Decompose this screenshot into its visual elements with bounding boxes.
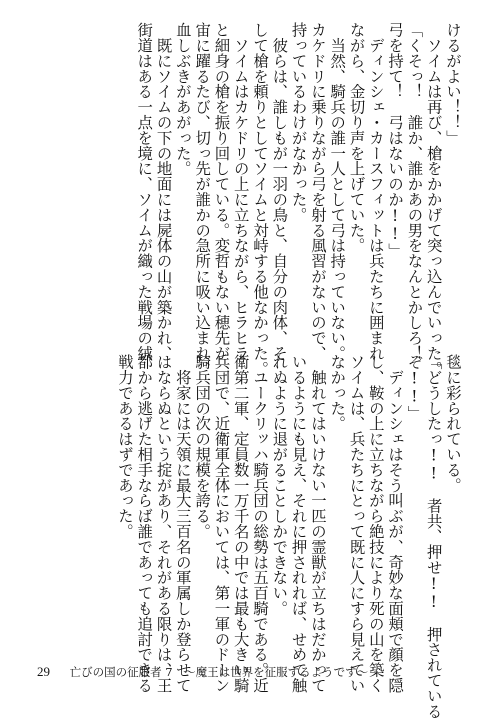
lower-text-line: 戦力であるはずであった。 xyxy=(115,354,134,539)
upper-text-line: ソイムはカケドリの上に立ちながら、ヒラヒラ xyxy=(231,22,250,361)
upper-text-line: カケドリに乗りながら弓を射る風習がないので、 xyxy=(308,22,327,361)
lower-text-line: いるようにも見え、それに押されれば、せめて触 xyxy=(289,354,308,693)
lower-text-line: 騎兵団の次の規模を誇る。 xyxy=(193,354,212,539)
lower-text-line: 毯に彩られている。 xyxy=(444,354,462,493)
lower-text-line: 兵団で、近衛軍全体においては、第一軍のドーン xyxy=(212,354,231,693)
lower-text-line: 「どうしたっ!! 者共、押せ!! 押されている xyxy=(424,354,443,719)
lower-text-line: 触れてはいけない一匹の霊獣が立ちはだかって xyxy=(308,354,327,693)
upper-text-line: 持っているわけがなかった。 xyxy=(289,22,308,223)
upper-text-line: 既にソイムの下の地面には屍体の山が築かれ、 xyxy=(154,22,173,361)
lower-text-line: 将家には天領に最大三百名の軍属しか登らせて xyxy=(173,354,192,693)
text-block-upper xyxy=(134,22,462,377)
lower-text-line: れぬように退がることしかできない。 xyxy=(270,354,289,616)
lower-text-line: ユークリッハ騎兵団の総勢は五百騎である。近 xyxy=(251,354,270,693)
page-footer xyxy=(37,664,477,680)
upper-text-line: 宙に躍るたび、切っ先が誰かの急所に吸い込まれ、 xyxy=(193,22,212,377)
lower-text-line: なかった。 xyxy=(328,354,347,431)
upper-text-line: して槍を頼りとしてソイムと対峙する他なかった。 xyxy=(251,22,270,377)
upper-text-line: けるがよい！！」 xyxy=(444,22,462,146)
lower-text-line: ぞ!!」 xyxy=(405,354,424,421)
lower-text-line: 衛第二軍、定員数一万千名の中では最も大きい騎 xyxy=(231,354,250,693)
lower-text-line: 都から逃げた相手ならば誰であっても追討できる xyxy=(135,354,154,693)
upper-text-line: 「くそっ！ 誰か、誰かあの男をなんとかしろ！ xyxy=(405,22,424,361)
lower-text-line: ソイムは、兵たちにとって既に人にすら見えてい xyxy=(347,354,366,693)
upper-text-line: 弓を持て！ 弓はないのか!!」 xyxy=(386,22,405,259)
lower-text-line: ディンシェはそう叫ぶが、奇妙な面頬で顔を隠 xyxy=(386,354,405,693)
book-title: 亡びの国の征服者 7 〜魔王は世界を征服するようです〜 xyxy=(69,665,369,679)
upper-text-line: と細身の槍を振り回している。変哲もない穂先が xyxy=(212,22,231,361)
lower-text-line: はならぬという掟があり、それがある限りは、王 xyxy=(154,354,173,693)
page-number: 29 xyxy=(37,664,50,679)
upper-text-line: ソイムは再び、槍をかかげて突っ込んでいった。 xyxy=(424,22,443,377)
upper-text-line: 血しぶきがあがった。 xyxy=(173,22,192,176)
lower-text-line: し、鞍の上に立ちながら絶技により死の山を築く xyxy=(366,354,385,693)
upper-text-line: ディンシェ・カースフィットは兵たちに囲まれ xyxy=(366,22,385,361)
upper-text-line: 彼らは、誰しもが一羽の鳥と、自分の肉体、そ xyxy=(270,22,289,361)
upper-text-line: 当然、騎兵の誰一人として弓は持っていない。 xyxy=(328,22,347,361)
upper-text-line: ながら、金切り声を上げていた。 xyxy=(347,22,366,253)
upper-text-line: 街道はある一点を境に、ソイムが織った戦場の絨 xyxy=(135,22,154,361)
